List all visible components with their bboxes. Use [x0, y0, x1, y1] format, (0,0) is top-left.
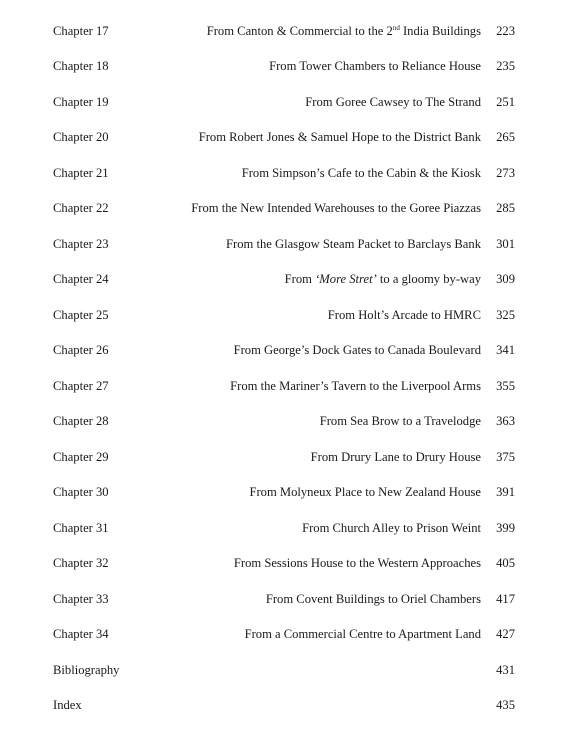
chapter-title: From the Glasgow Steam Packet to Barclays Bank — [226, 237, 481, 251]
chapter-label: Chapter 31 — [53, 521, 109, 535]
chapter-title: From Tower Chambers to Reliance House — [269, 59, 481, 73]
chapter-label: Chapter 22 — [53, 201, 109, 215]
toc-row-chapter-31[interactable] — [0, 517, 567, 539]
chapter-title-part: From — [284, 272, 316, 286]
toc-row-chapter-18[interactable] — [0, 55, 567, 77]
chapter-label: Chapter 27 — [53, 379, 109, 393]
page-number: 273 — [496, 166, 515, 180]
page-number: 431 — [496, 663, 515, 677]
chapter-label: Chapter 29 — [53, 450, 109, 464]
chapter-label: Chapter 21 — [53, 166, 109, 180]
page-number: 265 — [496, 130, 515, 144]
chapter-title — [207, 20, 481, 42]
chapter-title: From Robert Jones & Samuel Hope to the District Bank — [198, 130, 481, 144]
page-number: 417 — [496, 592, 515, 606]
page-number: 301 — [496, 237, 515, 251]
toc-row-bibliography[interactable] — [0, 659, 567, 681]
page-number: 341 — [496, 343, 515, 357]
chapter-title: From Molyneux Place to New Zealand House — [249, 485, 481, 499]
toc-row-chapter-32[interactable] — [0, 552, 567, 574]
page-number: 223 — [496, 24, 515, 38]
chapter-label: Chapter 24 — [53, 272, 109, 286]
toc-row-chapter-17[interactable] — [0, 20, 567, 42]
toc-row-chapter-33[interactable] — [0, 588, 567, 610]
page-number: 355 — [496, 379, 515, 393]
page-number: 251 — [496, 95, 515, 109]
toc-row-chapter-20[interactable] — [0, 126, 567, 148]
page-number: 399 — [496, 521, 515, 535]
chapter-title: From Sessions House to the Western Approaches — [233, 556, 481, 570]
chapter-title: From Covent Buildings to Oriel Chambers — [265, 592, 481, 606]
chapter-title: From Church Alley to Prison Weint — [302, 521, 481, 535]
toc-row-chapter-24[interactable] — [0, 268, 567, 290]
chapter-title: From Drury Lane to Drury House — [310, 450, 481, 464]
page-number: 405 — [496, 556, 515, 570]
section-label: Index — [53, 698, 82, 712]
chapter-title: From the Mariner’s Tavern to the Liverpool Arms — [230, 379, 481, 393]
chapter-title: From Simpson’s Cafe to the Cabin & the Kiosk — [241, 166, 481, 180]
toc-row-chapter-19[interactable] — [0, 91, 567, 113]
toc-row-chapter-25[interactable] — [0, 304, 567, 326]
chapter-title: From the New Intended Warehouses to the Goree Piazzas — [191, 201, 481, 215]
chapter-label: Chapter 26 — [53, 343, 109, 357]
toc-row-chapter-34[interactable] — [0, 623, 567, 645]
chapter-title-italic: ‘More Stret’ — [315, 272, 377, 286]
toc-row-chapter-27[interactable] — [0, 375, 567, 397]
toc-row-chapter-23[interactable] — [0, 233, 567, 255]
toc-row-chapter-21[interactable] — [0, 162, 567, 184]
page-number: 309 — [496, 272, 515, 286]
page-number: 435 — [496, 698, 515, 712]
toc-row-chapter-28[interactable] — [0, 410, 567, 432]
chapter-title-part: From Canton & Commercial to the 2 — [206, 24, 393, 38]
toc-row-chapter-30[interactable] — [0, 481, 567, 503]
chapter-label: Chapter 20 — [53, 130, 109, 144]
toc-row-index[interactable] — [0, 694, 567, 716]
chapter-title: From a Commercial Centre to Apartment Land — [244, 627, 481, 641]
chapter-label: Chapter 33 — [53, 592, 109, 606]
page-number: 285 — [496, 201, 515, 215]
page-number: 363 — [496, 414, 515, 428]
chapter-title-part: to a gloomy by-way — [376, 272, 481, 286]
chapter-title: From Sea Brow to a Travelodge — [319, 414, 481, 428]
chapter-title: From George’s Dock Gates to Canada Boulevard — [233, 343, 481, 357]
page-number: 391 — [496, 485, 515, 499]
section-label: Bibliography — [53, 663, 120, 677]
chapter-label: Chapter 18 — [53, 59, 109, 73]
page-number: 427 — [496, 627, 515, 641]
chapter-label: Chapter 32 — [53, 556, 109, 570]
chapter-title — [285, 268, 481, 290]
chapter-title: From Goree Cawsey to The Strand — [305, 95, 481, 109]
toc-row-chapter-29[interactable] — [0, 446, 567, 468]
chapter-title-part: India Buildings — [399, 24, 481, 38]
chapter-label: Chapter 34 — [53, 627, 109, 641]
chapter-title: From Holt’s Arcade to HMRC — [327, 308, 481, 322]
page-number: 235 — [496, 59, 515, 73]
chapter-label: Chapter 30 — [53, 485, 109, 499]
toc-row-chapter-22[interactable] — [0, 197, 567, 219]
chapter-label: Chapter 28 — [53, 414, 109, 428]
chapter-label: Chapter 19 — [53, 95, 109, 109]
chapter-label: Chapter 23 — [53, 237, 109, 251]
ordinal-suffix: nd — [392, 24, 400, 32]
chapter-label: Chapter 17 — [53, 24, 109, 38]
page-number: 375 — [496, 450, 515, 464]
toc-row-chapter-26[interactable] — [0, 339, 567, 361]
page-number: 325 — [496, 308, 515, 322]
chapter-label: Chapter 25 — [53, 308, 109, 322]
